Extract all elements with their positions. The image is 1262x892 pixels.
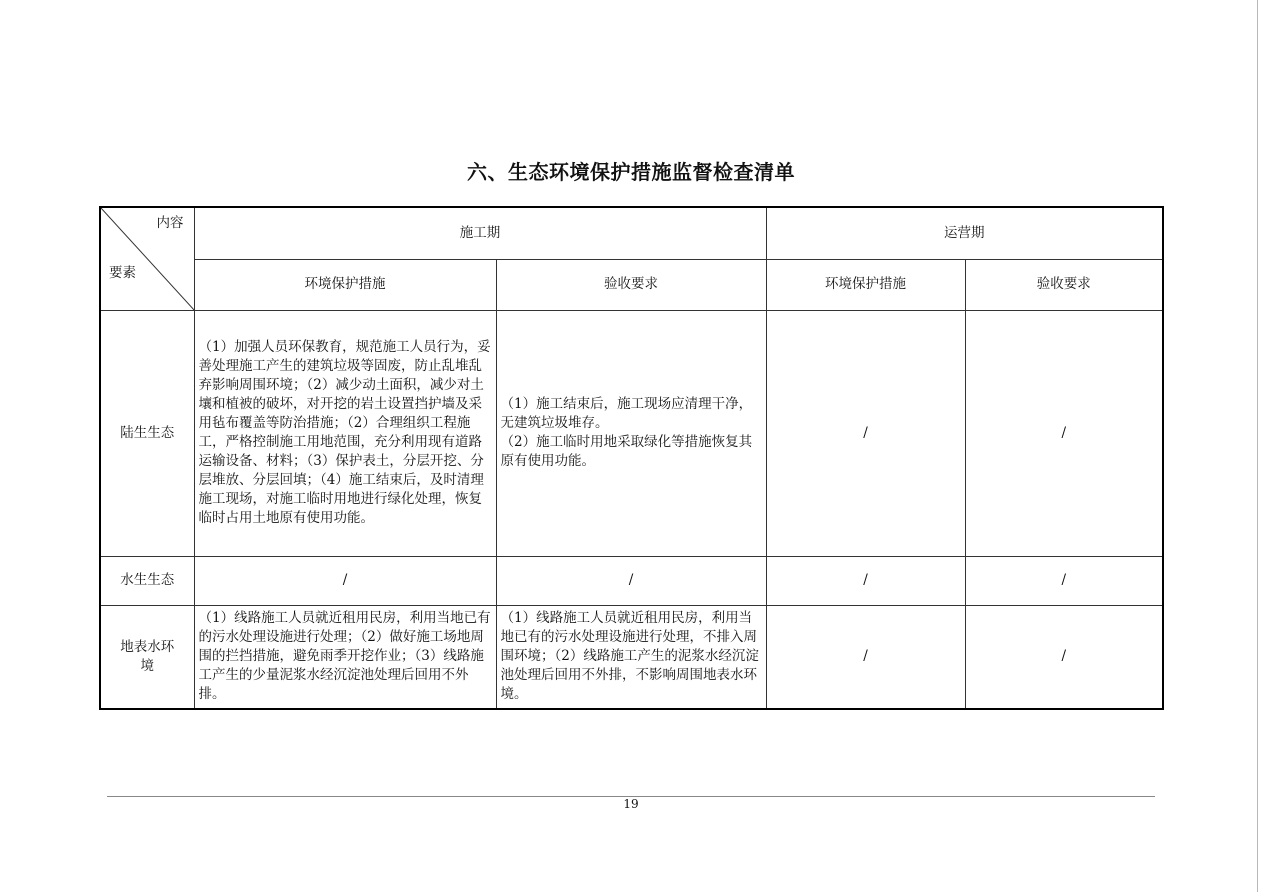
- page-title: 六、生态环境保护措施监督检查清单: [467, 160, 795, 184]
- header-row-period: [100, 207, 1163, 259]
- table-row: [100, 310, 1163, 556]
- construction-acceptance-cell: （1）施工结束后，施工现场应清理干净，无建筑垃圾堆存。 （2）施工临时用地采取绿化等措施恢复其原有使用功能。: [496, 310, 766, 556]
- construction-measures-cell: /: [194, 556, 496, 605]
- operation-acceptance-cell: /: [965, 310, 1163, 556]
- header-operation-period: 运营期: [766, 207, 1163, 259]
- operation-acceptance-cell: /: [965, 556, 1163, 605]
- page-number: 19: [623, 797, 639, 811]
- construction-acceptance-cell: /: [496, 556, 766, 605]
- operation-acceptance-cell: /: [965, 605, 1163, 709]
- header-construction-period: 施工期: [194, 207, 766, 259]
- operation-measures-cell: /: [766, 605, 965, 709]
- construction-measures-cell: （1）加强人员环保教育，规范施工人员行为，妥善处理施工产生的建筑垃圾等固废，防止乱堆乱弃影响周围环境；（2）减少动土面积，减少对土壤和植被的破坏，对开挖的岩土设置挡护墙及采用毡布覆盖等防治措施；（2）合理组织工程施工，严格控制施工用地范围，充分利用现有道路运输设备、材料；（3）保护表土，分层开挖、分层堆放、分层回填；（4）施工结束后，及时清理施工现场，对施工临时用地进行绿化处理，恢复临时占用土地原有使用功能。: [194, 310, 496, 556]
- page-edge-line: [1257, 0, 1258, 892]
- construction-acceptance-cell: （1）线路施工人员就近租用民房，利用当地已有的污水处理设施进行处理，不排入周围环境；（2）线路施工产生的泥浆水经沉淀池处理后回用不外排，不影响周围地表水环境。: [496, 605, 766, 709]
- row-element-label: 地表水环境: [100, 605, 194, 709]
- table-row: [100, 605, 1163, 709]
- header-construction-measures: 环境保护措施: [194, 259, 496, 310]
- row-element-label: 陆生生态: [100, 310, 194, 556]
- header-row-sub: [100, 259, 1163, 310]
- corner-header-cell: [100, 207, 194, 310]
- corner-label-element: 要素: [109, 265, 136, 281]
- header-operation-acceptance: 验收要求: [965, 259, 1163, 310]
- inspection-table: [99, 206, 1164, 710]
- operation-measures-cell: /: [766, 310, 965, 556]
- row-element-label: 水生生态: [100, 556, 194, 605]
- table-row: [100, 556, 1163, 605]
- corner-label-content: 内容: [156, 215, 184, 231]
- operation-measures-cell: /: [766, 556, 965, 605]
- header-construction-acceptance: 验收要求: [496, 259, 766, 310]
- construction-measures-cell: （1）线路施工人员就近租用民房，利用当地已有的污水处理设施进行处理；（2）做好施工场地周围的拦挡措施，避免雨季开挖作业；（3）线路施工产生的少量泥浆水经沉淀池处理后回用不外排。: [194, 605, 496, 709]
- header-operation-measures: 环境保护措施: [766, 259, 965, 310]
